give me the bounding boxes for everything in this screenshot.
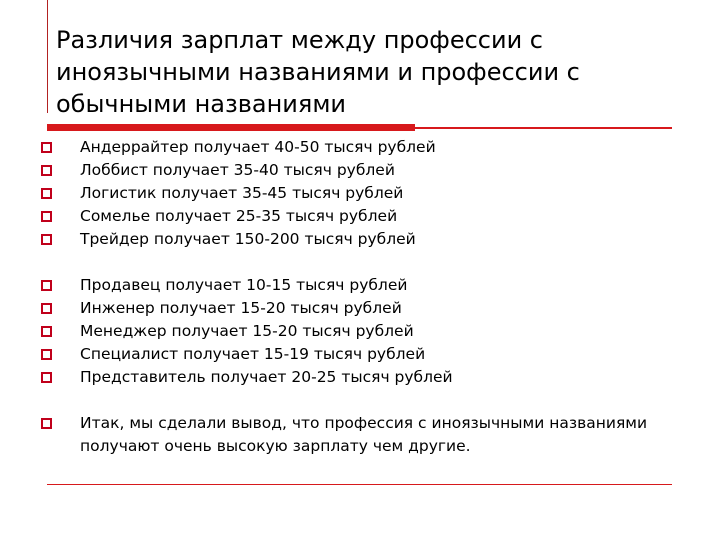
list-item-text: Специалист получает 15-19 тысяч рублей	[80, 345, 426, 363]
hollow-square-bullet-icon	[41, 211, 52, 222]
list-item-text: Логистик получает 35-45 тысяч рублей	[80, 184, 404, 202]
slide-title-line: обычными названиями	[56, 90, 347, 118]
list-item-text: Менеджер получает 15-20 тысяч рублей	[80, 322, 414, 340]
hollow-square-bullet-icon	[41, 372, 52, 383]
list-item-text: Трейдер получает 150-200 тысяч рублей	[80, 230, 416, 248]
hollow-square-bullet-icon	[41, 418, 52, 429]
slide-title-line: Различия зарплат между профессии с	[56, 26, 543, 54]
hollow-square-bullet-icon	[41, 165, 52, 176]
list-item-text: Инженер получает 15-20 тысяч рублей	[80, 299, 402, 317]
hollow-square-bullet-icon	[41, 234, 52, 245]
hollow-square-bullet-icon	[41, 188, 52, 199]
hollow-square-bullet-icon	[41, 280, 52, 291]
bottom-divider	[47, 484, 672, 485]
list-item-text: Сомелье получает 25-35 тысяч рублей	[80, 207, 398, 225]
hollow-square-bullet-icon	[41, 349, 52, 360]
hollow-square-bullet-icon	[41, 303, 52, 314]
slide-title-line: иноязычными названиями и профессии с	[56, 58, 580, 86]
list-item-text: Представитель получает 20-25 тысяч рублей	[80, 368, 453, 386]
list-item-text: Андеррайтер получает 40-50 тысяч рублей	[80, 138, 436, 156]
conclusion-text: Итак, мы сделали вывод, что профессия с иноязычными названиями получают очень высокую зарплату чем другие.	[80, 414, 648, 455]
hollow-square-bullet-icon	[41, 326, 52, 337]
hollow-square-bullet-icon	[41, 142, 52, 153]
list-item-text: Продавец получает 10-15 тысяч рублей	[80, 276, 408, 294]
list-item-text: Лоббист получает 35-40 тысяч рублей	[80, 161, 395, 179]
